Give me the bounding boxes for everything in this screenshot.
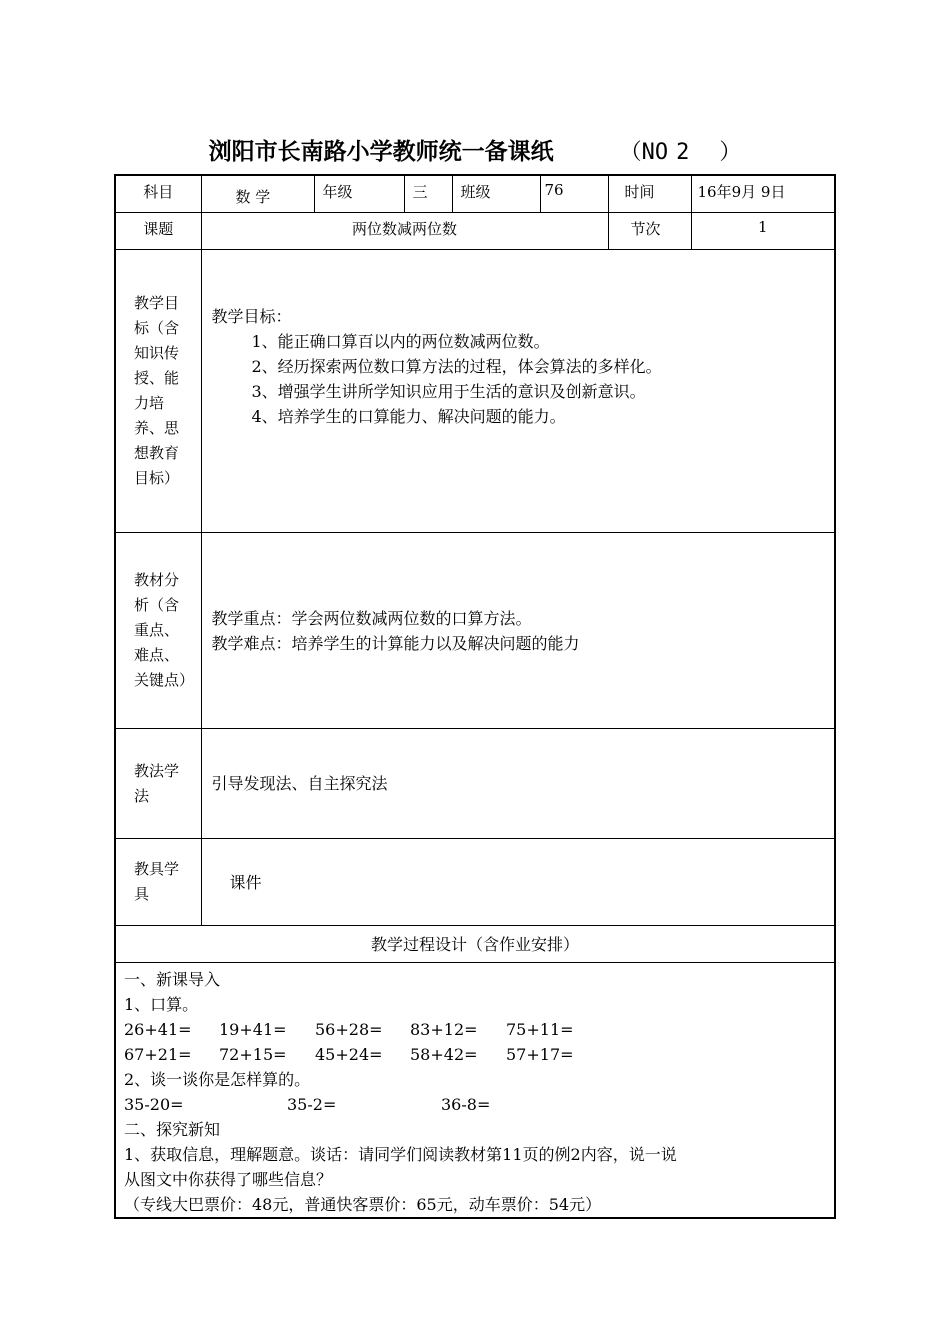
objective-item: 3、增强学生讲所学知识应用于生活的意识及创新意识。 bbox=[251, 382, 646, 401]
item-oral-calc: 1、口算。 bbox=[124, 995, 199, 1014]
calc-item: 35-2= bbox=[287, 1095, 337, 1114]
objectives-row bbox=[115, 250, 835, 533]
calc-item: 83+12= bbox=[410, 1020, 478, 1039]
analysis-content bbox=[201, 533, 835, 729]
objectives-label: 教学目标（含知识传授、能力培养、思想教育目标） bbox=[115, 250, 201, 533]
key-point: 教学重点：学会两位数减两位数的口算方法。 bbox=[211, 608, 532, 628]
analysis-label: 教材分析（含重点、难点、关键点） bbox=[115, 533, 201, 729]
header-row bbox=[115, 175, 835, 213]
tools-value: 课件 bbox=[201, 839, 835, 926]
calc-item: 75+11= bbox=[506, 1020, 574, 1039]
analysis-row bbox=[115, 533, 835, 729]
methods-value: 引导发现法、自主探究法 bbox=[201, 729, 835, 839]
item-discuss: 2、谈一谈你是怎样算的。 bbox=[124, 1070, 311, 1089]
objectives-heading: 教学目标： bbox=[211, 307, 292, 326]
subject-label: 科目 bbox=[115, 175, 201, 213]
page-title bbox=[0, 133, 950, 166]
calc-item: 26+41= bbox=[124, 1020, 192, 1039]
time-label: 时间 bbox=[608, 175, 691, 213]
grade-label: 年级 bbox=[314, 175, 404, 213]
topic-row bbox=[115, 213, 835, 250]
tools-row bbox=[115, 839, 835, 926]
tools-label: 教具学具 bbox=[115, 839, 201, 926]
difficulty: 教学难点：培养学生的计算能力以及解决问题的能力 bbox=[211, 633, 580, 653]
topic-value: 两位数减两位数 bbox=[201, 213, 608, 250]
item-info-line2: 从图文中你获得了哪些信息？ bbox=[124, 1170, 333, 1189]
objective-item: 1、能正确口算百以内的两位数减两位数。 bbox=[251, 332, 550, 351]
calc-row bbox=[124, 1092, 826, 1117]
process-heading-row bbox=[115, 926, 835, 963]
period-value: 1 bbox=[691, 213, 835, 250]
methods-row bbox=[115, 729, 835, 839]
no-value: 2 bbox=[676, 140, 690, 165]
section-new-lesson: 一、新课导入 bbox=[124, 970, 221, 989]
time-value: 16年9月 9日 bbox=[691, 175, 835, 213]
item-info-line3: （专线大巴票价：48元，普通快客票价：65元，动车票价：54元） bbox=[124, 1195, 602, 1214]
calc-row bbox=[124, 1017, 826, 1042]
calc-item: 57+17= bbox=[506, 1045, 574, 1064]
calc-item: 56+28= bbox=[315, 1020, 383, 1039]
section-explore: 二、探究新知 bbox=[124, 1120, 221, 1139]
lesson-plan-table bbox=[114, 174, 836, 1219]
topic-label: 课题 bbox=[115, 213, 201, 250]
no-close: ） bbox=[719, 140, 742, 165]
title-text: 浏阳市长南路小学教师统一备课纸 bbox=[208, 139, 554, 165]
item-info-line1: 1、获取信息，理解题意。谈话：请同学们阅读教材第11页的例2内容，说一说 bbox=[124, 1145, 677, 1164]
process-content bbox=[115, 963, 835, 1219]
class-label: 班级 bbox=[452, 175, 540, 213]
calc-item: 67+21= bbox=[124, 1045, 192, 1064]
calc-item: 35-20= bbox=[124, 1095, 184, 1114]
class-value: 76 bbox=[540, 175, 608, 213]
calc-item: 45+24= bbox=[315, 1045, 383, 1064]
objective-item: 4、培养学生的口算能力、解决问题的能力。 bbox=[251, 407, 566, 426]
grade-value: 三 bbox=[404, 175, 452, 213]
process-row bbox=[115, 963, 835, 1219]
process-heading: 教学过程设计（含作业安排） bbox=[115, 926, 835, 963]
period-label: 节次 bbox=[608, 213, 691, 250]
calc-item: 36-8= bbox=[441, 1095, 491, 1114]
subject-value: 数 学 bbox=[201, 175, 314, 213]
no-label: （NO bbox=[619, 140, 669, 165]
methods-label: 教法学法 bbox=[115, 729, 201, 839]
objective-item: 2、经历探索两位数口算方法的过程，体会算法的多样化。 bbox=[251, 357, 662, 376]
objectives-content bbox=[201, 250, 835, 533]
document-number bbox=[620, 135, 742, 166]
calc-item: 72+15= bbox=[219, 1045, 287, 1064]
calc-row bbox=[124, 1042, 826, 1067]
calc-item: 19+41= bbox=[219, 1020, 287, 1039]
calc-item: 58+42= bbox=[410, 1045, 478, 1064]
